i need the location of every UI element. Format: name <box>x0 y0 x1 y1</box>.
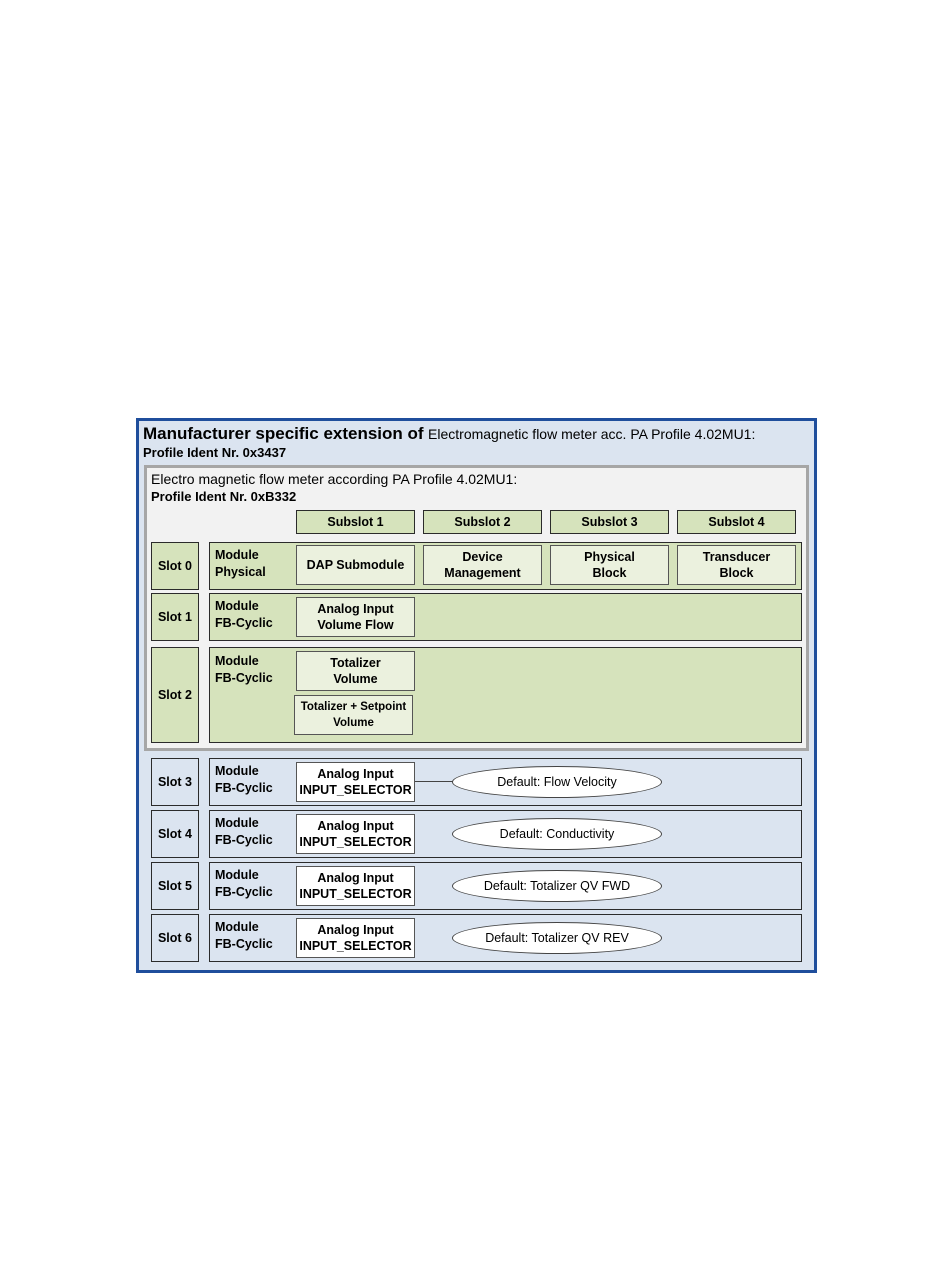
slot-4-module-name: Module FB-Cyclic <box>215 816 273 847</box>
dap-submodule: DAP Submodule <box>296 545 415 585</box>
slot-3-default: Default: Flow Velocity <box>452 766 662 798</box>
totalizer-setpoint-volume-submodule: Totalizer + Setpoint Volume <box>294 695 413 735</box>
slot-5-module-name: Module FB-Cyclic <box>215 868 273 899</box>
slot-3-module-name: Module FB-Cyclic <box>215 764 273 795</box>
slot-2-module-name: Module FB-Cyclic <box>215 654 273 685</box>
slot-5-default: Default: Totalizer QV FWD <box>452 870 662 902</box>
inner-profile-ident: Profile Ident Nr. 0xB332 <box>151 489 297 504</box>
slot-4-label: Slot 4 <box>151 810 199 858</box>
slot-1-module-name: Module FB-Cyclic <box>215 599 273 630</box>
subslot-4-header: Subslot 4 <box>677 510 796 534</box>
slot-1-label: Slot 1 <box>151 593 199 641</box>
subslot-2-header: Subslot 2 <box>423 510 542 534</box>
slot-5-label: Slot 5 <box>151 862 199 910</box>
slot-4-default: Default: Conductivity <box>452 818 662 850</box>
outer-profile-ident: Profile Ident Nr. 0x3437 <box>143 445 287 460</box>
totalizer-volume-submodule: Totalizer Volume <box>296 651 415 691</box>
slot-6-analog-input-submodule: Analog Input INPUT_SELECTOR <box>296 918 415 958</box>
slot-3-analog-input-submodule: Analog Input INPUT_SELECTOR <box>296 762 415 802</box>
subslot-3-header: Subslot 3 <box>550 510 669 534</box>
physical-block-submodule: Physical Block <box>550 545 669 585</box>
slot-6-default: Default: Totalizer QV REV <box>452 922 662 954</box>
slot-3-label: Slot 3 <box>151 758 199 806</box>
slot-0-label: Slot 0 <box>151 542 199 590</box>
slot-5-analog-input-submodule: Analog Input INPUT_SELECTOR <box>296 866 415 906</box>
outer-title: Manufacturer specific extension of Electromagnetic flow meter acc. PA Profile 4.02MU1: <box>143 424 756 443</box>
subslot-1-header: Subslot 1 <box>296 510 415 534</box>
slot-3-connector <box>415 781 453 782</box>
analog-input-volume-flow-submodule: Analog Input Volume Flow <box>296 597 415 637</box>
slot-4-analog-input-submodule: Analog Input INPUT_SELECTOR <box>296 814 415 854</box>
inner-title: Electro magnetic flow meter according PA Profile 4.02MU1: <box>151 471 518 487</box>
device-management-submodule: Device Management <box>423 545 542 585</box>
transducer-block-submodule: Transducer Block <box>677 545 796 585</box>
slot-6-label: Slot 6 <box>151 914 199 962</box>
slot-0-module-name: Module Physical <box>215 548 266 579</box>
slot-6-module-name: Module FB-Cyclic <box>215 920 273 951</box>
slot-2-label: Slot 2 <box>151 647 199 743</box>
